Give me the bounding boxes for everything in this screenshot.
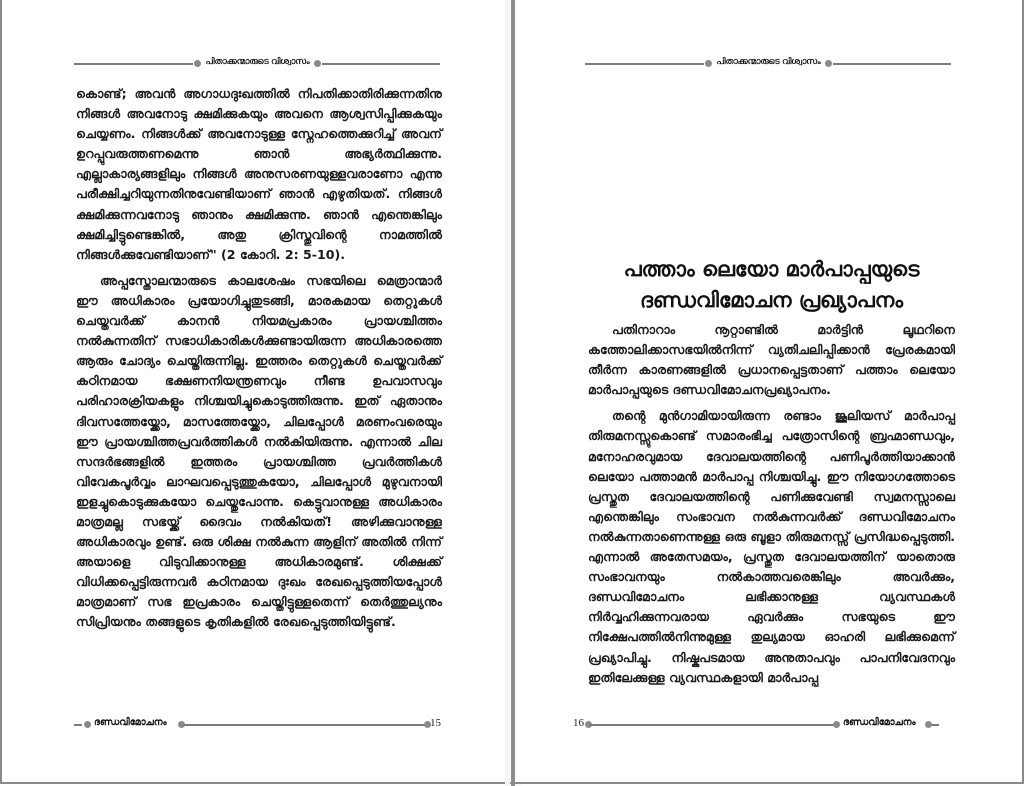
running-footer (573, 717, 939, 733)
left-page-body (76, 84, 442, 633)
chapter-title-line: ദണ്ഡവിമോചന പ്രഖ്യാപനം (639, 288, 904, 312)
paragraph: അപ്പസ്തോലന്മാരുടെ കാലശേഷം സഭയിലെ മെത്രാന്മാർ ഈ അധികാരം പ്രയോഗിച്ചുതുടങ്ങി, മാരകമായ തെറ്റുകൾ ചെയ്തവർക്ക് കാനൻ നിയമപ്രകാരം പ്രായശ്ചിത്തം നൽകുന്നതിന് സഭാധികാരികൾക്കുണ്ടായിരുന്ന അധികാരത്തെ ആരും ചോദ്യം ചെയ്തിരുന്നില്ല. ഇത്തരം തെറ്റുകൾ ചെയ്തവർക്ക് കഠിനമായ ഭക്ഷണനിയന്ത്രണവും നീണ്ട ഉപവാസവും പരിഹാരക്രിയകളും നിശ്ചയിച്ചുകൊടുത്തിരുന്നു. ഇത് ഏതാനും ദിവസത്തേയ്ക്കോ, മാസത്തേയ്ക്കോ, ചിലപ്പോൾ മരണംവരെയും ഈ പ്രായശ്ചിത്തപ്രവർത്തികൾ നൽകിയിരുന്നു. എന്നാൽ ചില സന്ദർഭങ്ങളിൽ ഇത്തരം പ്രായശ്ചിത്ത പ്രവർത്തികൾ വിവേകപൂർവ്വം ലാഘവപ്പെടുത്തുകയോ, ചിലപ്പോൾ മുഴുവനായി ഇളച്ചുകൊടുക്കുകയോ ചെയ്തുപോന്നു. കെട്ടുവാനുള്ള അധികാരം മാത്രമല്ല സഭയ്ക്ക് ദൈവം നൽകിയത്! അഴിക്കുവാനുള്ള അധികാരവും ഉണ്ട്. ഒരു ശിക്ഷ നൽകുന്ന ആളിന് അതിൽ നിന്ന് അയാളെ വിടുവിക്കാനുള്ള അധികാരമുണ്ട്. ശിക്ഷക്ക് വിധിക്കപ്പെട്ടിരുന്നവർ കഠിനമായ ദുഃഖം രേഖപ്പെടുത്തിയപ്പോൾ മാത്രമാണ് സഭ ഇപ്രകാരം ചെയ്തിട്ടുള്ളതെന്ന് തെർത്തുല്യനും സിപ്രിയനും തങ്ങളുടെ കൃതികളിൽ രേഖപ്പെടുത്തിയിട്ടുണ്ട്. (76, 272, 442, 630)
paragraph: പതിനാറാം നൂറ്റാണ്ടിൽ മാർട്ടിൻ ലൂഥറിനെ കത്തോലിക്കാസഭയിൽനിന്ന് വ്യതിചലിപ്പിക്കാൻ പ്രേരകമായി തീർന്ന കാരണങ്ങളിൽ പ്രധാനപ്പെട്ടതാണ് പത്താം ലെയോ മാർപാപ്പയുടെ ദണ്ഡവിമോചനപ്രഖ്യാപനം. (588, 322, 955, 398)
header-ornament-dot (825, 60, 832, 67)
header-rule-right (322, 63, 440, 65)
footer-rule (589, 724, 835, 726)
header-ornament-dot (194, 60, 201, 67)
running-footer-title: ദണ്ഡവിമോചനം (843, 717, 916, 728)
footer-rule-stub (74, 724, 82, 726)
page-number: 15 (430, 717, 441, 729)
running-header (585, 56, 951, 72)
left-page (0, 0, 511, 784)
footer-rule-stub (931, 724, 939, 726)
running-footer (74, 717, 440, 733)
footer-rule (184, 724, 430, 726)
running-header-text: പിതാക്കന്മാരുടെ വിശ്വാസം (716, 57, 821, 67)
chapter-title-line: പത്താം ലെയോ മാർപാപ്പയുടെ (623, 257, 920, 281)
footer-ornament-dot (84, 721, 91, 728)
paragraph: തന്റെ മുൻഗാമിയായിരുന്ന രണ്ടാം ജൂലിയസ് മാർപാപ്പ തിരുമനസ്സുകൊണ്ട് സമാരംഭിച്ച പത്രോസിന്റെ ബ്രഹ്മാണ്ഡവും, മനോഹരവുമായ ദേവാലയത്തിന്റെ പണിപൂർത്തിയാക്കാൻ ലെയോ പത്താമൻ മാർപാപ്പ നിശ്ചയിച്ചു. ഈ നിയോഗത്തോടെ പ്രസ്തുത ദേവാലയത്തിന്റെ പണിക്കുവേണ്ടി സ്വമനസ്സാലെ എന്തെങ്കിലും സംഭാവന നൽകുന്നവർക്ക് ദണ്ഡവിമോചനം നൽകുന്നതാണെന്നുള്ള ഒരു ബൂളാ തിരുമനസ്സ് പ്രസിദ്ധപ്പെടുത്തി. എന്നാൽ അതേസമയം, പ്രസ്തുത ദേവാലയത്തിന് യാതൊരു സംഭാവനയും നൽകാത്തവരെങ്കിലും അവർക്കും, ദണ്ഡവിമോചനം ലഭിക്കാനുള്ള വ്യവസ്ഥകൾ നിർവ്വഹിക്കുന്നവരായ ഏവർക്കും സഭയുടെ ഈ നിക്ഷേപത്തിൽനിന്നുമുള്ള തുല്യമായ ഓഹരി ലഭിക്കുമെന്ന് പ്രഖ്യാപിച്ചു. നിഷ്കപടമായ അനുതാപവും പാപനിവേദനവും ഇതിലേക്കുള്ള വ്യവസ്ഥകളായി മാർപാപ്പ (588, 408, 955, 685)
header-ornament-dot (705, 60, 712, 67)
page-number: 16 (573, 717, 584, 729)
running-header-text: പിതാക്കന്മാരുടെ വിശ്വാസം (205, 57, 310, 67)
right-page-body (588, 320, 955, 688)
spine-shadow (505, 0, 510, 786)
paragraph: കൊണ്ട്; അവൻ അഗാധദുഃഖത്തിൽ നിപതിക്കാതിരിക്കുന്നതിനു നിങ്ങൾ അവനോടു ക്ഷമിക്കുകയും അവനെ ആശ്വസിപ്പിക്കുകയും ചെയ്യണം. നിങ്ങൾക്ക് അവനോടുള്ള സ്നേഹത്തെക്കുറിച്ച് അവന് ഉറപ്പുവരുത്തണമെന്നു ഞാൻ അഭ്യർത്ഥിക്കുന്നു. എല്ലാകാര്യങ്ങളിലും നിങ്ങൾ അനുസരണയുള്ളവരാണോ എന്നു പരീക്ഷിച്ചറിയുന്നതിനുവേണ്ടിയാണ് ഞാൻ എഴുതിയത്. നിങ്ങൾ ക്ഷമിക്കുന്നവനോടു ഞാനും ക്ഷമിക്കുന്നു. ഞാൻ എന്തെങ്കിലും ക്ഷമിച്ചിട്ടുണ്ടെങ്കിൽ, അതു ക്രിസ്തുവിന്റെ നാമത്തിൽ നിങ്ങൾക്കുവേണ്ടിയാണ്" (2 കോറി. 2: 5-10). (76, 86, 442, 262)
running-footer-title: ദണ്ഡവിമോചനം (94, 717, 167, 728)
header-rule-right (833, 63, 951, 65)
running-header (74, 56, 440, 72)
header-rule-left (585, 63, 704, 65)
header-ornament-dot (314, 60, 321, 67)
header-rule-left (74, 63, 193, 65)
chapter-title (588, 254, 955, 316)
footer-ornament-dot (833, 721, 840, 728)
